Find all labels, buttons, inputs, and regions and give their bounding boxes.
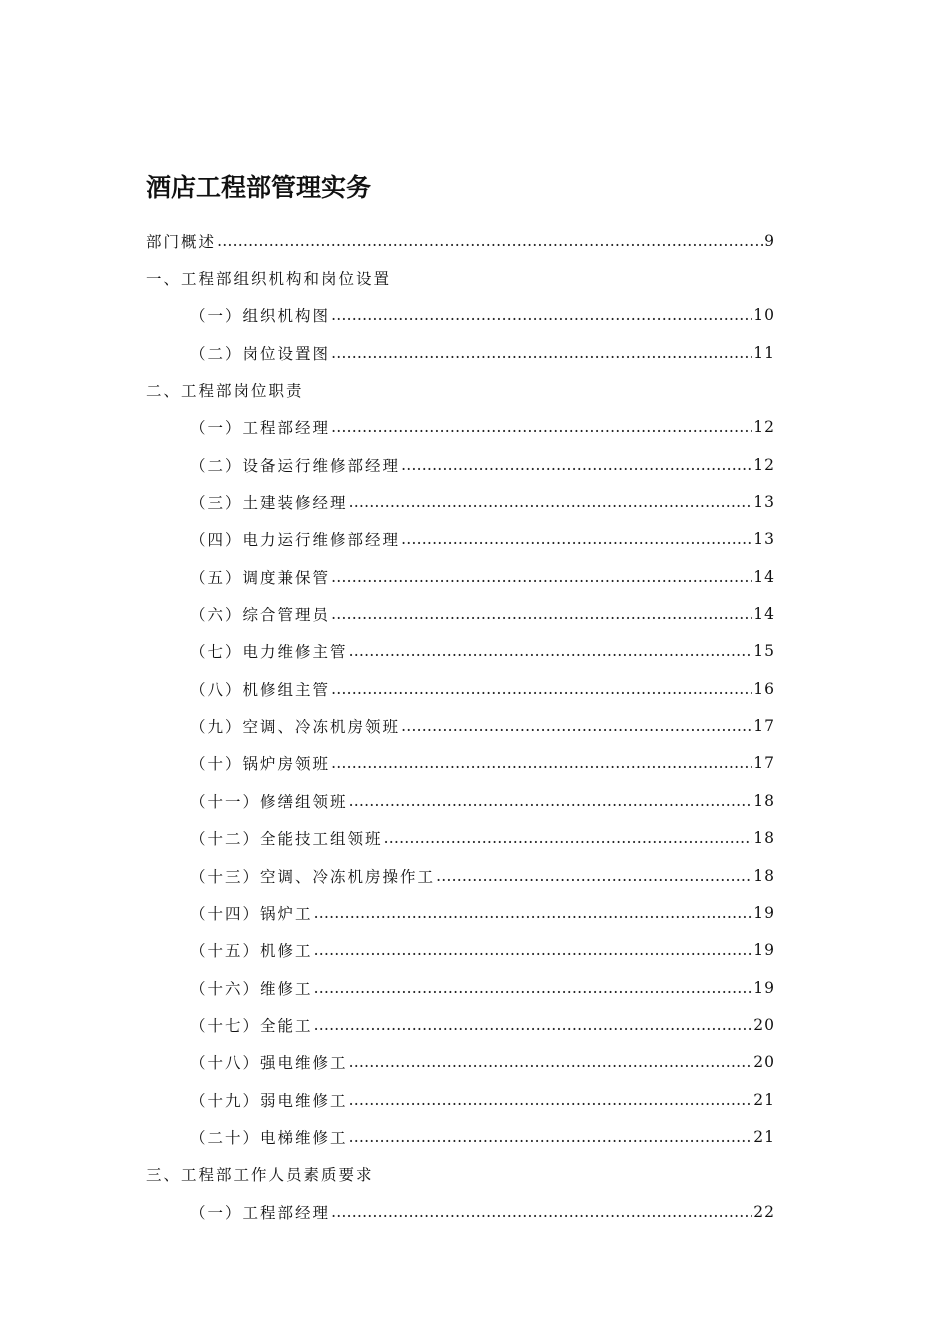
toc-entry-label: （十二）全能技工组领班 (190, 830, 383, 849)
toc-entry[interactable] (0, 670, 950, 707)
table-of-contents (0, 222, 950, 1230)
toc-entry[interactable] (0, 707, 950, 744)
toc-entry-label: （二）设备运行维修部经理 (190, 456, 401, 475)
toc-entry-label: 三、工程部工作人员素质要求 (146, 1166, 374, 1185)
toc-entry[interactable] (0, 1081, 950, 1118)
toc-dot-leader (401, 530, 752, 548)
toc-page-number: 16 (753, 679, 775, 698)
toc-dot-leader (349, 642, 753, 660)
toc-page-number: 12 (753, 455, 775, 474)
toc-dot-leader (349, 1053, 753, 1071)
toc-dot-leader (331, 344, 752, 362)
toc-dot-leader (314, 1016, 753, 1034)
toc-entry[interactable] (0, 1044, 950, 1081)
toc-entry-label: （十九）弱电维修工 (190, 1091, 348, 1110)
toc-entry-label: （十）锅炉房领班 (190, 755, 331, 774)
toc-dot-leader (314, 904, 753, 922)
toc-entry-label: （五）调度兼保管 (190, 568, 331, 587)
toc-entry-label: （十八）强电维修工 (190, 1054, 348, 1073)
toc-page-number: 21 (753, 1090, 775, 1109)
toc-entry-label: （一）工程部经理 (190, 1203, 331, 1222)
toc-dot-leader (384, 829, 753, 847)
toc-page-number: 19 (753, 978, 775, 997)
toc-entry[interactable] (0, 521, 950, 558)
toc-entry-label: （三）土建装修经理 (190, 494, 348, 513)
toc-entry-label: （十五）机修工 (190, 942, 313, 961)
toc-entry[interactable] (0, 1006, 950, 1043)
toc-page-number: 18 (753, 829, 775, 848)
document-title: 酒店工程部管理实务 (146, 173, 372, 202)
toc-entry[interactable] (0, 857, 950, 894)
toc-page-number: 18 (753, 866, 775, 885)
toc-entry-label: （八）机修组主管 (190, 680, 331, 699)
toc-entry[interactable] (0, 409, 950, 446)
toc-entry-label: （一）工程部经理 (190, 419, 331, 438)
toc-entry[interactable] (0, 558, 950, 595)
toc-dot-leader (331, 680, 752, 698)
toc-dot-leader (217, 232, 763, 250)
toc-page-number: 18 (753, 791, 775, 810)
toc-entry[interactable] (0, 745, 950, 782)
toc-entry[interactable] (0, 334, 950, 371)
toc-page-number: 11 (753, 343, 775, 362)
toc-dot-leader (349, 1091, 753, 1109)
toc-entry-label: 部门概述 (146, 232, 217, 251)
toc-section-heading[interactable] (0, 1156, 950, 1193)
toc-entry[interactable] (0, 969, 950, 1006)
toc-page-number: 21 (753, 1127, 775, 1146)
toc-page-number: 13 (753, 493, 775, 512)
toc-entry-label: （九）空调、冷冻机房领班 (190, 718, 401, 737)
toc-dot-leader (331, 568, 752, 586)
toc-entry[interactable] (0, 222, 950, 259)
toc-entry[interactable] (0, 1118, 950, 1155)
toc-section-heading[interactable] (0, 259, 950, 296)
toc-entry-label: （十一）修缮组领班 (190, 792, 348, 811)
toc-entry[interactable] (0, 820, 950, 857)
toc-dot-leader (314, 979, 753, 997)
toc-page-number: 14 (753, 605, 775, 624)
toc-page-number: 22 (753, 1202, 775, 1221)
toc-dot-leader (349, 792, 753, 810)
toc-entry[interactable] (0, 297, 950, 334)
toc-dot-leader (331, 1203, 752, 1221)
toc-entry-label: （四）电力运行维修部经理 (190, 531, 401, 550)
toc-entry[interactable] (0, 483, 950, 520)
toc-entry-label: （十六）维修工 (190, 979, 313, 998)
toc-dot-leader (349, 493, 753, 511)
toc-entry-label: （七）电力维修主管 (190, 643, 348, 662)
toc-entry-label: （一）组织机构图 (190, 307, 331, 326)
toc-section-heading[interactable] (0, 371, 950, 408)
toc-page-number: 20 (753, 1053, 775, 1072)
toc-entry[interactable] (0, 782, 950, 819)
toc-page-number: 9 (764, 231, 775, 250)
toc-page-number: 13 (753, 530, 775, 549)
toc-entry-label: （十七）全能工 (190, 1016, 313, 1035)
toc-entry[interactable] (0, 446, 950, 483)
toc-page-number: 19 (753, 903, 775, 922)
toc-dot-leader (331, 306, 752, 324)
toc-entry[interactable] (0, 1193, 950, 1230)
toc-page-number: 10 (753, 306, 775, 325)
toc-entry-label: 二、工程部岗位职责 (146, 382, 304, 401)
toc-entry-label: （十四）锅炉工 (190, 904, 313, 923)
toc-page-number: 19 (753, 941, 775, 960)
toc-entry[interactable] (0, 894, 950, 931)
toc-page-number: 14 (753, 567, 775, 586)
toc-entry[interactable] (0, 633, 950, 670)
toc-entry-label: 一、工程部组织机构和岗位设置 (146, 270, 392, 289)
toc-entry[interactable] (0, 595, 950, 632)
toc-dot-leader (401, 717, 752, 735)
toc-entry-label: （二）岗位设置图 (190, 344, 331, 363)
toc-dot-leader (401, 456, 752, 474)
toc-page-number: 15 (753, 642, 775, 661)
toc-entry-label: （六）综合管理员 (190, 606, 331, 625)
toc-page-number: 17 (753, 754, 775, 773)
toc-dot-leader (331, 418, 752, 436)
toc-dot-leader (436, 867, 752, 885)
toc-page-number: 12 (753, 418, 775, 437)
toc-page-number: 20 (753, 1015, 775, 1034)
toc-entry-label: （十三）空调、冷冻机房操作工 (190, 867, 436, 886)
toc-dot-leader (331, 605, 752, 623)
toc-page-number: 17 (753, 717, 775, 736)
toc-dot-leader (349, 1128, 753, 1146)
toc-dot-leader (314, 941, 753, 959)
toc-entry[interactable] (0, 932, 950, 969)
toc-entry-label: （二十）电梯维修工 (190, 1128, 348, 1147)
toc-dot-leader (331, 754, 752, 772)
